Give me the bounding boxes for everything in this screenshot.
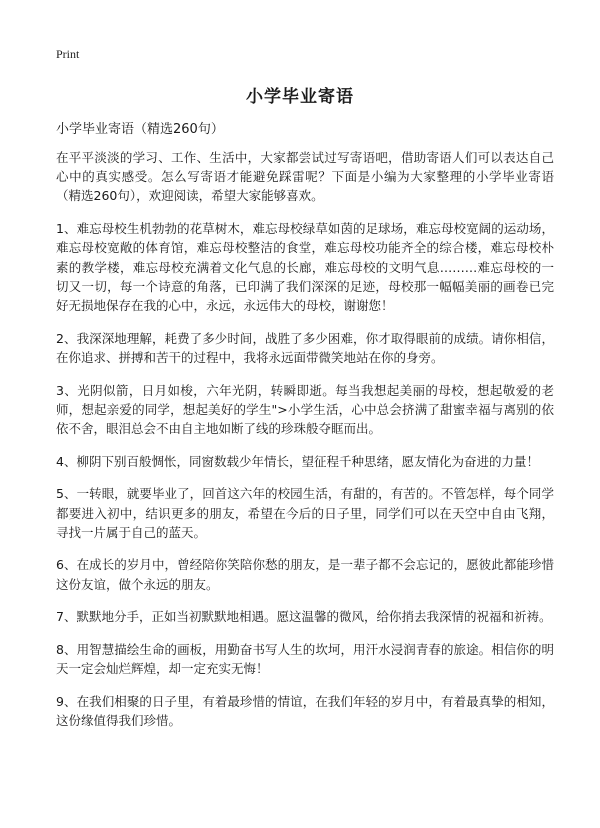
paragraph-7: 7、默默地分手，正如当初默默地相遇。愿这温馨的微风，给你捎去我深情的祝福和祈祷。 [56,609,552,625]
subtitle: 小学毕业寄语（精选260句） [56,122,224,137]
paragraph-9: 9、在我们相聚的日子里，有着最珍惜的情谊，在我们年轻的岁月中，有着最真挚的相知，这份缘值得我们珍惜。 [56,693,554,729]
page-title: 小学毕业寄语 [246,87,354,107]
paragraph-5: 5、一转眼，就要毕业了，回首这六年的校园生活，有甜的，有苦的。不管怎样，每个同学都要进入初中，结识更多的朋友，希望在今后的日子里，同学们可以在天空中自由飞翔，寻找一片属于自己的蓝天。 [56,486,554,540]
paragraph-2: 2、我深深地理解，耗费了多少时间，战胜了多少困难，你才取得眼前的成绩。请你相信，在你追求、拼搏和苦干的过程中，我将永远面带微笑地站在你的身旁。 [56,330,554,365]
intro-paragraph: 在平平淡淡的学习、工作、生活中，大家都尝试过写寄语吧，借助寄语人们可以表达自己心中的真实感受。怎么写寄语才能避免踩雷呢？下面是小编为大家整理的小学毕业寄语（精选260句），欢迎阅读，希望大家能够喜欢。 [56,150,554,204]
paragraph-4: 4、柳阴下别百般惆怅，同窗数载少年情长，望征程千种思绪，愿友情化为奋进的力量！ [56,453,539,469]
paragraph-1: 1、难忘母校生机勃勃的花草树木，难忘母校绿草如茵的足球场，难忘母校宽阔的运动场，难忘母校宽敞的体育馆，难忘母校整洁的食堂，难忘母校功能齐全的综合楼，难忘母校朴素的教学楼，难忘母校充满着文化气息的长廊，难忘母校的文明气息………难忘母校的一切又一切，每一个诗意的角落，已印满了我们深深的足迹，母校那一幅幅美丽的画卷已完好无损地保存在我的心中，永远，永远伟大的母校，谢谢您！ [56,221,554,313]
paragraph-8: 8、用智慧描绘生命的画板，用勤奋书写人生的坎坷，用汗水浸润青春的旅途。相信你的明天一定会灿烂辉煌，却一定充实无悔！ [56,642,554,677]
print-label[interactable]: Print [56,47,80,61]
paragraph-6: 6、在成长的岁月中，曾经陪你笑陪你愁的朋友，是一辈子都不会忘记的，愿彼此都能珍惜这份友谊，做个永远的朋友。 [56,557,554,592]
paragraph-3: 3、光阴似箭，日月如梭，六年光阴，转瞬即逝。每当我想起美丽的母校，想起敬爱的老师，想起亲爱的同学，想起美好的学生">小学生活，心中总会挤满了甜蜜幸福与离别的依依不舍，眼泪总会不由自主地如断了线的珍珠般夺眶而出。 [56,382,554,436]
article-body [56,148,554,744]
